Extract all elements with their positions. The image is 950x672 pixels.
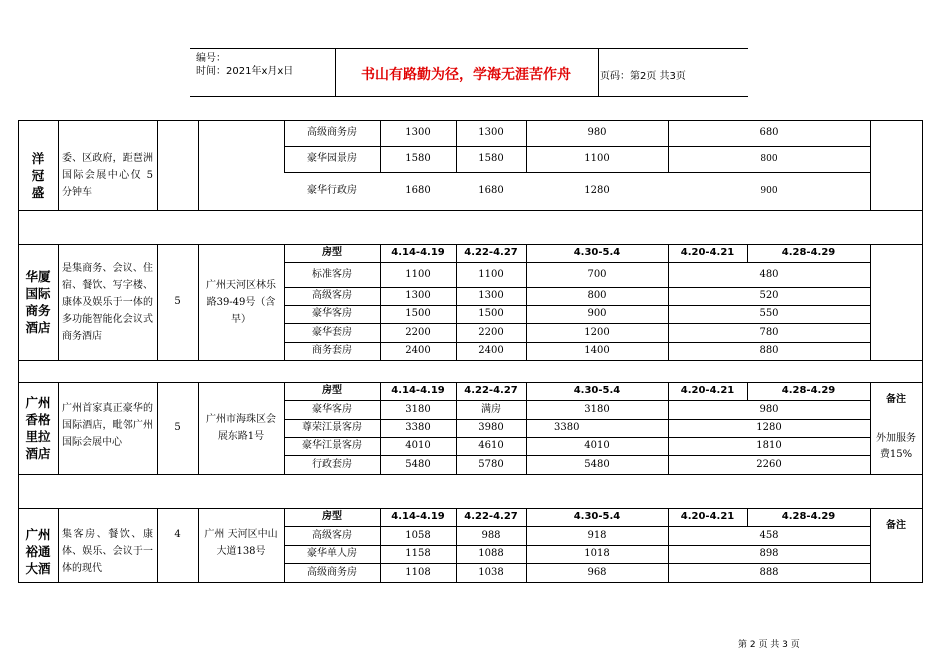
column-header-room-type: 房型 xyxy=(322,511,342,522)
header-meta xyxy=(196,52,293,78)
price-cell: 1300 xyxy=(478,290,504,301)
table-rule xyxy=(198,120,199,210)
price-cell: 550 xyxy=(759,308,779,319)
price-cell: 5480 xyxy=(405,458,431,470)
number-label: 编号： xyxy=(196,53,226,64)
price-cell: 1100 xyxy=(584,153,610,164)
document-header xyxy=(190,48,748,97)
hotel-address: 广州天河区林乐路39-49号（含早） xyxy=(206,279,276,325)
room-type: 豪华园景房 xyxy=(307,153,357,164)
room-type: 行政套房 xyxy=(312,458,352,470)
price-cell: 700 xyxy=(587,268,607,280)
room-type: 豪华客房 xyxy=(312,308,352,319)
price-cell: 1580 xyxy=(478,153,504,164)
price-cell: 5780 xyxy=(478,458,504,470)
price-cell: 1100 xyxy=(405,268,431,280)
header-motto: 书山有路勤为径，学海无涯苦作舟 xyxy=(361,67,571,83)
column-header-date: 4.28-4.29 xyxy=(781,247,836,258)
column-header-date: 4.30-5.4 xyxy=(573,247,621,258)
header-divider xyxy=(598,49,599,96)
price-cell: 900 xyxy=(587,308,607,319)
price-cell: 2400 xyxy=(478,345,504,356)
price-cell: 4010 xyxy=(405,440,431,451)
price-cell: 800 xyxy=(760,154,778,164)
column-header-date: 4.14-4.19 xyxy=(391,511,445,522)
price-cell: 5480 xyxy=(584,458,610,470)
hotel-description: 集客房、餐饮、康体、娱乐、会议于一体的现代 xyxy=(62,529,153,574)
price-cell: 1018 xyxy=(584,548,610,559)
room-type: 高级商务房 xyxy=(307,127,357,138)
hotel-description: 委、区政府，距琶洲国际会展中心仅 5 分钟车 xyxy=(62,153,153,198)
table-rule xyxy=(870,120,871,210)
table-rule xyxy=(18,474,923,475)
room-type: 豪华行政房 xyxy=(307,185,357,196)
price-cell: 988 xyxy=(481,529,501,541)
hotel-name: 广州香格里拉酒店 xyxy=(25,395,51,461)
price-cell: 1500 xyxy=(405,308,431,319)
price-cell: 520 xyxy=(759,290,779,301)
price-cell: 898 xyxy=(759,548,779,559)
price-cell: 3980 xyxy=(478,422,504,433)
room-type: 豪华套房 xyxy=(312,326,352,338)
price-cell: 1810 xyxy=(756,440,782,451)
price-cell: 1500 xyxy=(478,308,504,319)
price-cell: 2260 xyxy=(756,458,782,470)
price-cell: 1680 xyxy=(405,185,431,196)
price-cell: 4610 xyxy=(478,440,504,451)
column-header-note: 备注 xyxy=(886,394,906,405)
column-header-room-type: 房型 xyxy=(322,247,342,258)
hotel-star-rating: 5 xyxy=(174,422,181,433)
hotel-name: 华厦国际商务酒店 xyxy=(25,269,51,335)
price-cell: 1108 xyxy=(405,566,431,578)
room-type: 高级商务房 xyxy=(307,566,357,578)
room-type: 尊荣江景客房 xyxy=(302,422,362,433)
room-type: 豪华客房 xyxy=(312,403,352,415)
hotel-description: 是集商务、会议、住宿、餐饮、写字楼、康体及娱乐于一体的多功能智能化会议式商务酒店 xyxy=(62,262,153,342)
column-header-date: 4.22-4.27 xyxy=(464,511,518,522)
price-cell: 888 xyxy=(759,566,779,578)
room-type: 豪华江景客房 xyxy=(302,440,362,451)
price-cell: 3180 xyxy=(405,403,431,415)
column-header-date: 4.28-4.29 xyxy=(781,385,836,396)
price-cell: 480 xyxy=(759,268,779,280)
table-rule xyxy=(922,120,923,582)
price-cell: 780 xyxy=(759,326,779,338)
room-type: 豪华单人房 xyxy=(307,548,357,559)
column-header-date: 4.22-4.27 xyxy=(464,385,518,396)
price-cell: 980 xyxy=(587,127,607,138)
column-header-date: 4.14-4.19 xyxy=(391,385,445,396)
column-header-date: 4.14-4.19 xyxy=(391,247,445,258)
hotel-address: 广州市海珠区会展东路1号 xyxy=(206,414,276,442)
column-header-date: 4.30-5.4 xyxy=(573,385,621,396)
price-cell: 1300 xyxy=(405,127,431,138)
price-cell: 2400 xyxy=(405,345,431,356)
room-type: 高级客房 xyxy=(312,290,352,301)
hotel-star-rating: 4 xyxy=(174,529,181,540)
price-cell: 1088 xyxy=(478,548,504,559)
price-cell: 2200 xyxy=(405,326,431,338)
table-rule xyxy=(284,210,871,211)
price-cell: 980 xyxy=(759,403,779,415)
column-header-date: 4.20-4.21 xyxy=(680,247,735,258)
room-type: 商务套房 xyxy=(312,345,352,356)
table-rule xyxy=(18,582,923,583)
hotel-name: 广州裕通大酒 xyxy=(25,527,51,576)
price-cell: 680 xyxy=(759,127,779,138)
price-cell: 880 xyxy=(759,345,779,356)
price-cell: 满房 xyxy=(481,403,501,415)
hotel-name: 洋冠盛 xyxy=(31,151,45,200)
column-header-date: 4.28-4.29 xyxy=(781,511,836,522)
price-cell: 1280 xyxy=(756,422,782,433)
price-cell: 1680 xyxy=(478,185,504,196)
price-cell: 1400 xyxy=(584,345,610,356)
price-cell: 1200 xyxy=(584,326,610,338)
price-cell: 2200 xyxy=(478,326,504,338)
hotel-address: 广州 天河区中山大道138号 xyxy=(204,529,278,557)
column-header-date: 4.22-4.27 xyxy=(464,247,518,258)
price-cell: 1038 xyxy=(478,566,504,578)
note-cell: 外加服务费15% xyxy=(876,432,916,460)
price-cell: 1300 xyxy=(405,290,431,301)
room-type: 标准客房 xyxy=(312,268,352,280)
price-cell: 3380 xyxy=(405,422,431,433)
price-cell: 1580 xyxy=(405,153,431,164)
page-footer: 第 2 页 共 3 页 xyxy=(738,640,800,650)
page-indicator: 页码：第2页 共3页 xyxy=(600,71,686,82)
price-cell: 900 xyxy=(760,186,778,196)
price-cell: 1058 xyxy=(405,529,431,541)
hotel-description: 广州首家真正豪华的国际酒店，毗邻广州国际会展中心 xyxy=(62,403,153,448)
price-cell: 3180 xyxy=(584,403,610,415)
time-label: 时间：2021年x月x日 xyxy=(196,66,294,77)
column-header-room-type: 房型 xyxy=(322,385,342,396)
price-cell: 3380 xyxy=(554,422,580,433)
column-header-date: 4.20-4.21 xyxy=(680,385,735,396)
price-cell: 1158 xyxy=(405,548,431,559)
price-cell: 458 xyxy=(759,529,779,541)
column-header-date: 4.30-5.4 xyxy=(573,511,621,522)
price-cell: 1300 xyxy=(478,127,504,138)
table-rule xyxy=(18,360,923,361)
column-header-date: 4.20-4.21 xyxy=(680,511,735,522)
price-cell: 800 xyxy=(587,290,607,301)
price-cell: 918 xyxy=(587,529,607,541)
hotel-star-rating: 5 xyxy=(174,296,181,307)
price-cell: 968 xyxy=(587,566,607,578)
table-rule xyxy=(157,120,158,210)
price-cell: 1280 xyxy=(584,185,610,196)
room-type: 高级客房 xyxy=(312,529,352,541)
price-cell: 1100 xyxy=(478,268,504,280)
price-cell: 4010 xyxy=(584,440,610,451)
column-header-note: 备注 xyxy=(886,520,906,531)
